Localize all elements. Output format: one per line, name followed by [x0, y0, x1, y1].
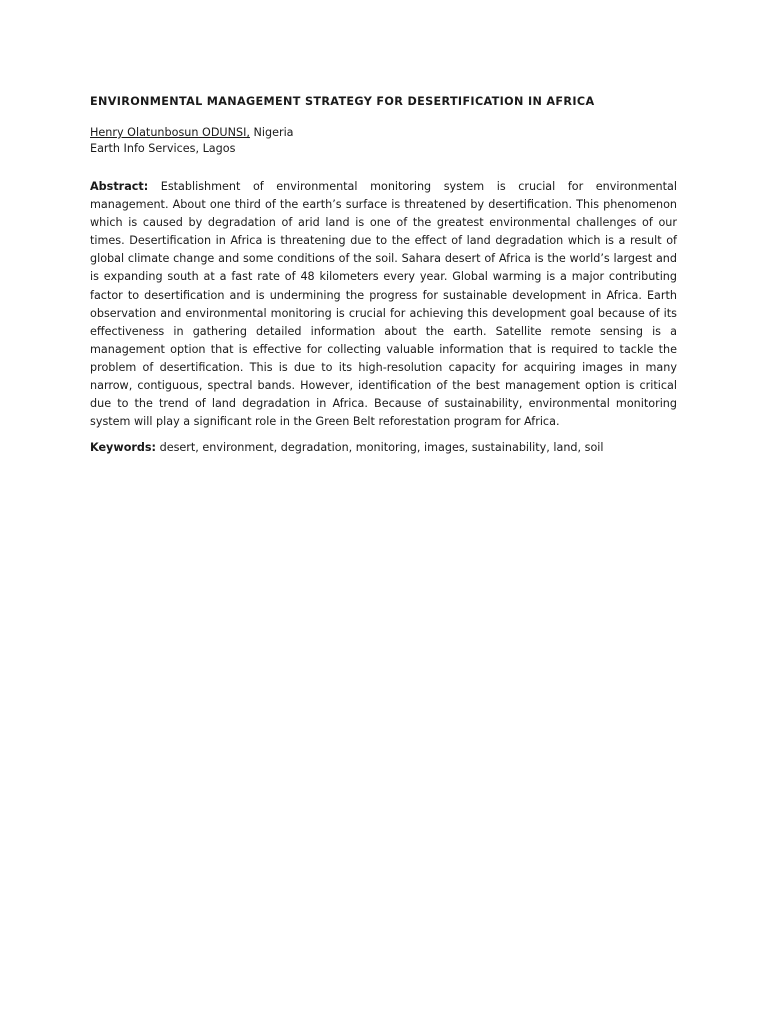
document-title: ENVIRONMENTAL MANAGEMENT STRATEGY FOR DESERTIFICATION IN AFRICA: [90, 95, 595, 108]
document-page: [90, 94, 677, 469]
author-line: [90, 125, 677, 141]
keywords-text: desert, environment, degradation, monitoring, images, sustainability, land, soil: [156, 441, 604, 455]
abstract-text: Establishment of environmental monitoring system is crucial for environmental management. About one third of the earth’s surface is threatened by desertification. This phenomenon which is caused by degradation of arid land is one of the greatest environmental challenges of our times. Desertification in Africa is threatening due to the effect of land degradation which is a result of global climate change and some conditions of the soil. Sahara desert of Africa is the world’s largest and is expanding south at a fast rate of 48 kilometers every year. Global warming is a major contributing factor to desertification and is undermining the progress for sustainable development in Africa. Earth observation and environmental monitoring is crucial for achieving this development goal because of its effectiveness in gathering detailed information about the earth. Satellite remote sensing is a management option that is effective for collecting valuable information that is required to tackle the problem of desertification. This is due to its high-resolution capacity for acquiring images in many narrow, contiguous, spectral bands. However, identification of the best management option is critical due to the trend of land degradation in Africa. Because of sustainability, environmental monitoring system will play a significant role in the Green Belt reforestation program for Africa.: [90, 180, 677, 429]
keywords-paragraph: [90, 439, 677, 457]
author-block: [90, 125, 677, 157]
author-country: Nigeria: [249, 126, 294, 139]
author-name: Henry Olatunbosun ODUNSI,: [90, 126, 250, 139]
abstract-paragraph: [90, 178, 677, 431]
keywords-label: Keywords:: [90, 441, 157, 455]
abstract-label: Abstract:: [90, 180, 149, 193]
author-affiliation: Earth Info Services, Lagos: [90, 142, 236, 155]
